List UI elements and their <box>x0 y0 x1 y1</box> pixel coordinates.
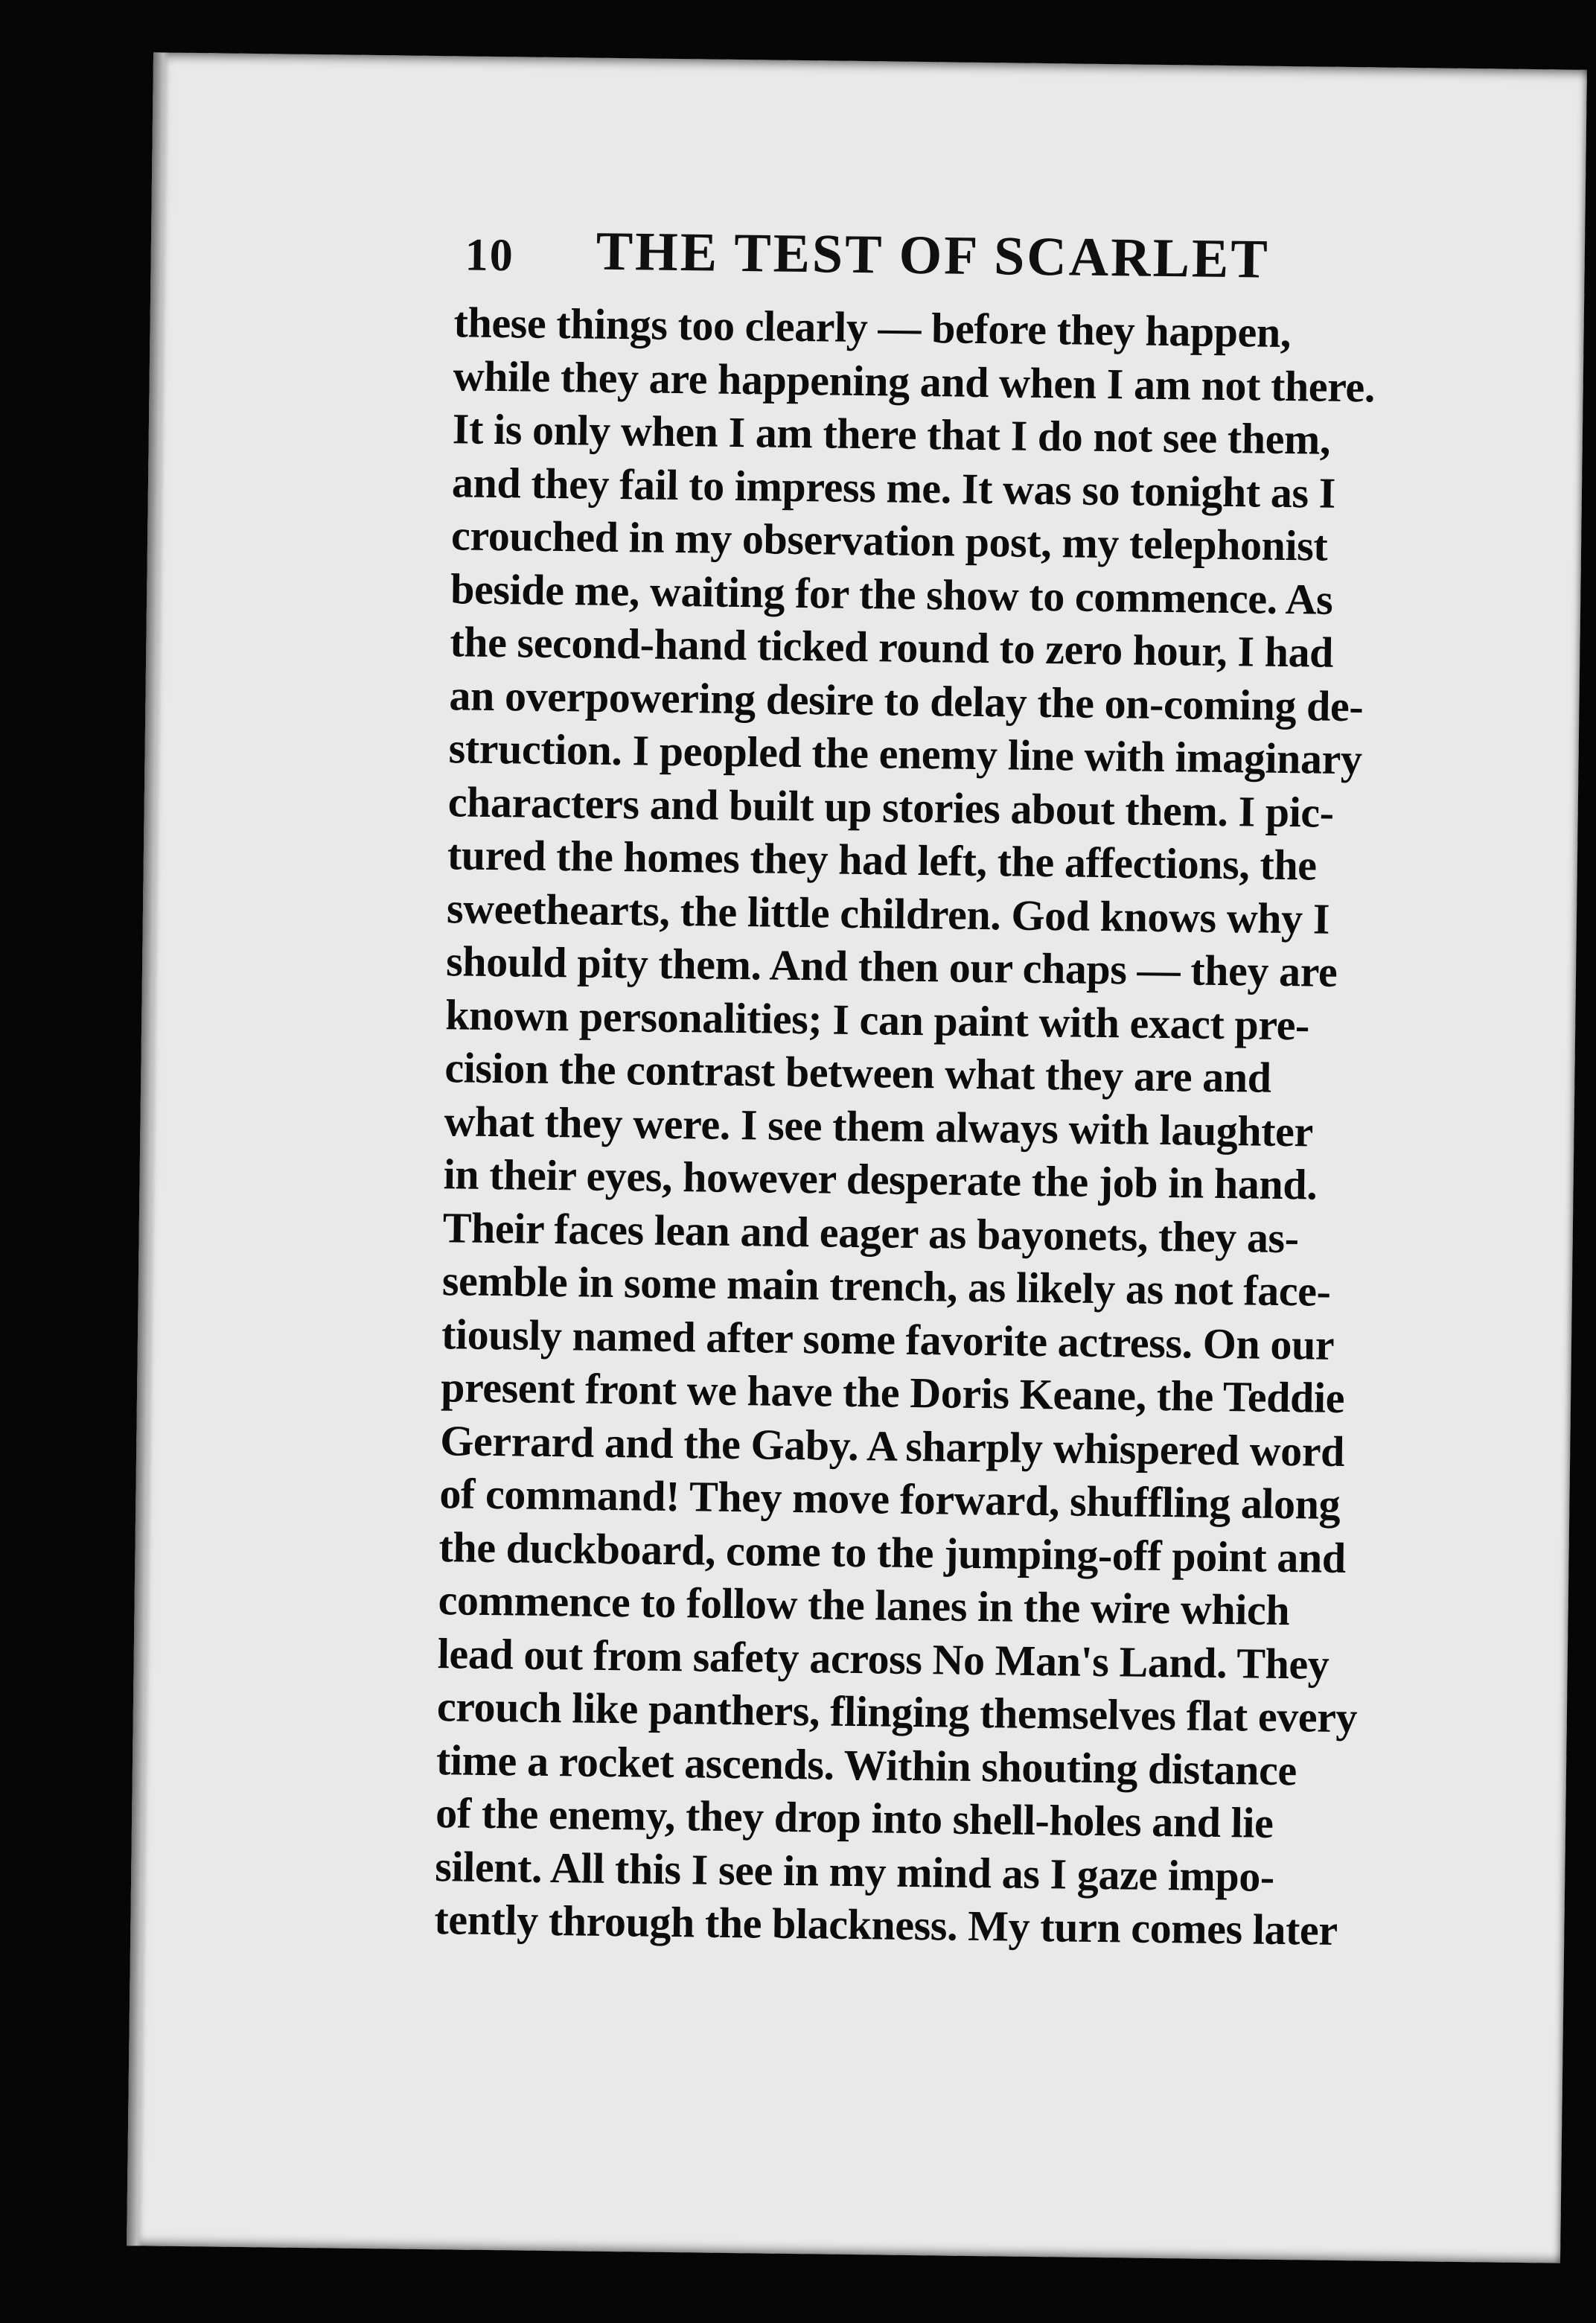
page-number: 10 <box>465 229 515 281</box>
text-line: while they are happening and when I am not there. <box>453 351 1376 411</box>
text-line: Their faces lean and eager as bayonets, they as- <box>442 1202 1300 1262</box>
text-line: commence to follow the lanes in the wire which <box>438 1575 1290 1635</box>
text-line: the duckboard, come to the jumping-off point and <box>438 1522 1347 1582</box>
text-line: Gerrard and the Gaby. A sharply whispered word <box>439 1415 1345 1476</box>
text-line: of command! They move forward, shuffling along <box>439 1469 1341 1529</box>
text-line: beside me, waiting for the show to commence. As <box>450 564 1333 624</box>
page-header <box>465 218 1433 297</box>
text-line: known personalities; I can paint with exact pre- <box>444 990 1310 1049</box>
text-line: It is only when I am there that I do not see them, <box>452 404 1331 464</box>
text-line: silent. All this I see in my mind as I gaze impo- <box>434 1841 1275 1901</box>
running-title: THE TEST OF SCARLET <box>596 220 1271 290</box>
text-line: sweethearts, the little children. God knows why I <box>446 883 1330 943</box>
text-line: crouched in my observation post, my telephonist <box>450 511 1328 570</box>
text-line: semble in some main trench, as likely as not face- <box>441 1256 1331 1316</box>
text-line: and they fail to impress me. It was so tonight as I <box>451 457 1336 517</box>
text-line: the second-hand ticked round to zero hour, I had <box>450 617 1334 677</box>
text-line: what they were. I see them always with laughter <box>444 1096 1314 1156</box>
text-line: tured the homes they had left, the affections, the <box>447 830 1318 890</box>
text-line: these things too clearly — before they happen, <box>453 298 1292 357</box>
body-text <box>434 296 1444 1958</box>
text-line: cision the contrast between what they are and <box>444 1043 1271 1102</box>
text-line: an overpowering desire to delay the on-coming de- <box>449 670 1364 730</box>
text-line: present front we have the Doris Keane, the Teddie <box>440 1363 1345 1423</box>
text-line: of the enemy, they drop into shell-holes and lie <box>435 1788 1274 1847</box>
text-line: tently through the blackness. My turn comes later <box>434 1895 1338 1954</box>
text-line: struction. I peopled the enemy line with imaginary <box>448 724 1362 784</box>
text-line: tiously named after some favorite actress. On our <box>441 1309 1335 1369</box>
text-line: crouch like panthers, flinging themselves flat every <box>436 1682 1358 1742</box>
text-line: time a rocket ascends. Within shouting distance <box>435 1735 1297 1794</box>
text-line: in their eyes, however desperate the job in hand. <box>443 1150 1318 1209</box>
text-line: lead out from safety across No Man's Land. They <box>437 1628 1330 1689</box>
text-line: characters and built up stories about them. I pic- <box>447 777 1335 837</box>
text-line: should pity them. And then our chaps — they are <box>445 937 1338 996</box>
book-page <box>127 52 1587 2263</box>
